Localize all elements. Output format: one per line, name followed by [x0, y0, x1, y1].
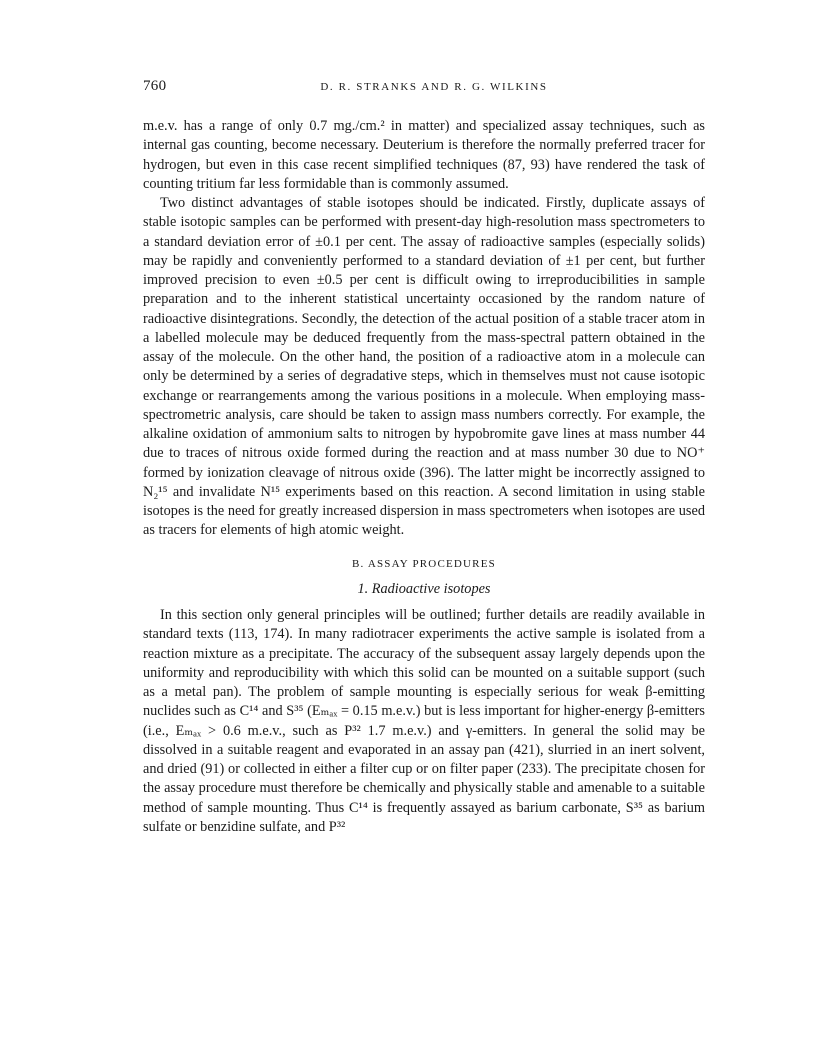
- running-header: [143, 78, 705, 100]
- document-page: [143, 78, 705, 837]
- paragraph-stable-isotopes: Two distinct advantages of stable isotopes should be indicated. Firstly, duplicate assays of stable isotopic samples can be performed with present-day high-resolution mass spectrometers to a standard deviation error of ±0.1 per cent. The assay of radioactive samples (especially solids) may be rapidly and conveniently performed to a standard deviation of ±1 per cent, but further improved precision to even ±0.5 per cent is difficult owing to irreproducibilities in sample preparation and to the inherent statistical uncertainty occasioned by the random nature of radioactive disintegrations. Secondly, the detection of the actual position of a stable tracer atom in a labelled molecule may be deduced frequently from the mass-spectral pattern obtained in the assay of the molecule. On the other hand, the position of a radioactive atom in a molecule can only be determined by a series of degradative steps, which in themselves must not cause isotopic exchange or rearrangements among the various positions in a molecule. When employing mass-spectrometric analysis, care should be taken to assign mass numbers correctly. For example, the alkaline oxidation of ammonium salts to nitrogen by hypobromite gave lines at mass number 44 due to traces of nitrous oxide formed during the reaction and at mass number 30 due to NO⁺ formed by ionization cleavage of nitrous oxide (396). The latter might be incorrectly assigned to N₂¹⁵ and invalidate N¹⁵ experiments based on this reaction. A second limitation in using stable isotopes is the need for greatly increased dispersion in mass spectrometers when isotopes are used as tracers for elements of high atomic weight.: [143, 195, 705, 539]
- page-number: 760: [143, 78, 167, 94]
- paragraph-radioactive-isotopes: In this section only general principles will be outlined; further details are readily available in standard texts (113, 174). In many radiotracer experiments the active sample is isolated from a reaction mixture as a precipitate. The accuracy of the subsequent assay largely depends upon the uniformity and reproducibility with which this solid can be mounted on a suitable support (such as a metal pan). The problem of sample mounting is especially serious for weak β-emitting nuclides such as C¹⁴ and S³⁵ (Eₘₐₓ = 0.15 m.e.v.) but is less important for higher-energy β-emitters (i.e., Eₘₐₓ > 0.6 m.e.v., such as P³² 1.7 m.e.v.) and γ-emitters. In general the solid may be dissolved in a suitable reagent and evaporated in an assay pan (421), slurried in an inert solvent, and dried (91) or collected in either a filter cup or on filter paper (233). The precipitate chosen for the assay procedure must therefore be chemically and physically stable and amenable to a suitable method of sample mounting. Thus C¹⁴ is frequently assayed as barium carbonate, S³⁵ as barium sulfate or benzidine sulfate, and P³²: [143, 607, 705, 835]
- running-title: D. R. STRANKS AND R. G. WILKINS: [320, 81, 548, 93]
- section-heading: B. ASSAY PROCEDURES: [352, 557, 496, 570]
- paragraph-continued: m.e.v. has a range of only 0.7 mg./cm.² in matter) and specialized assay techniques, such as internal gas counting, become necessary. Deuterium is therefore the normally preferred tracer for hydrogen, but even in this case recent simplified techniques (87, 93) have rendered the task of counting tritium far less formidable than is commonly assumed.: [143, 118, 705, 192]
- body-text: [143, 117, 705, 837]
- subsection-heading: 1. Radioactive isotopes: [357, 580, 491, 597]
